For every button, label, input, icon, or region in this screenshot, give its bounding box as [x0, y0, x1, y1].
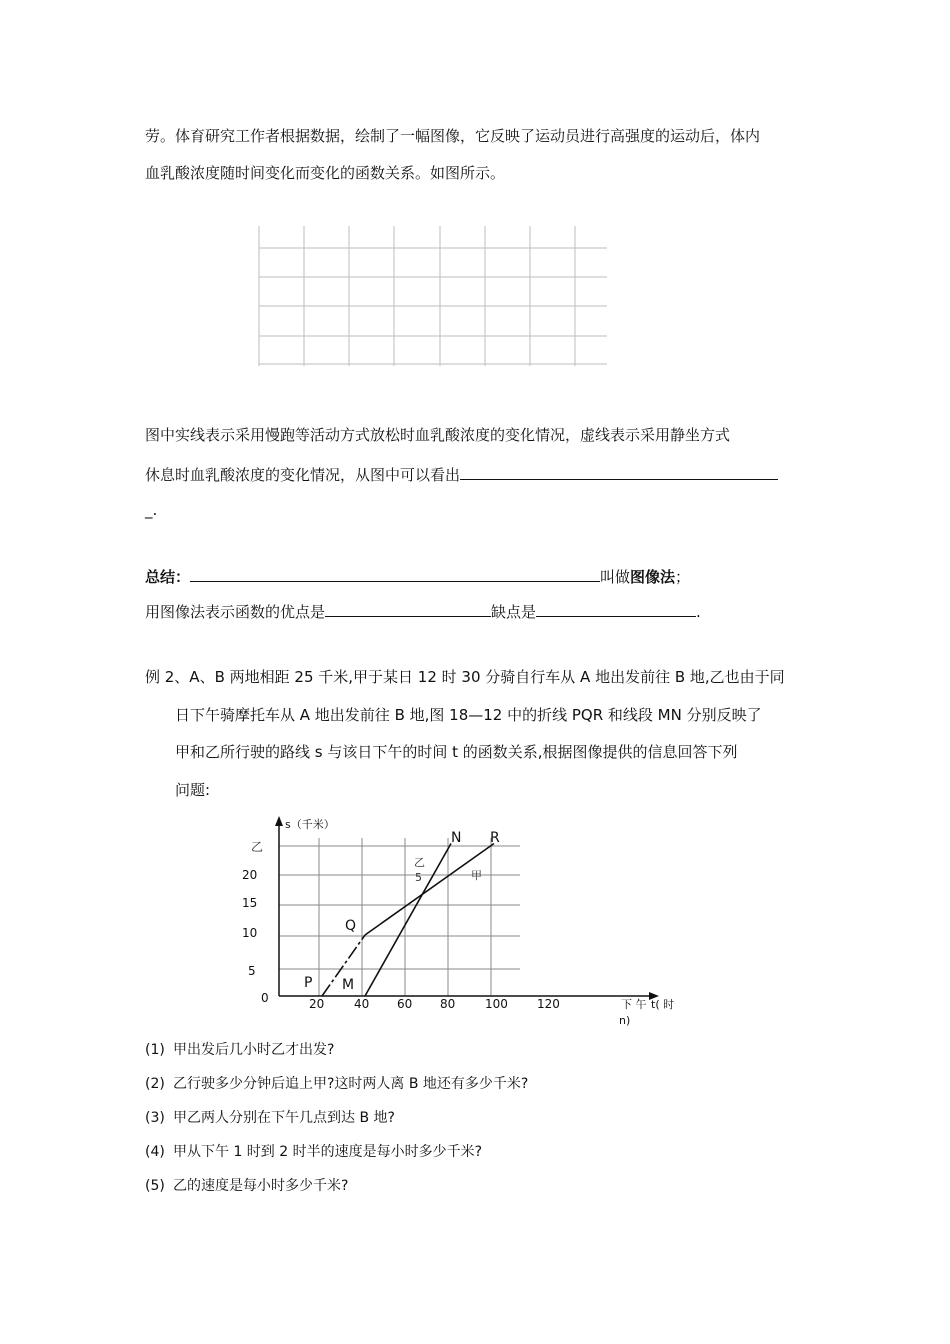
point-label-r: R — [490, 830, 500, 846]
question-number: (4) — [145, 1144, 165, 1160]
line-label-5: 5 — [415, 871, 422, 884]
desc-line-3: _. — [145, 501, 158, 519]
point-label-q: Q — [345, 918, 357, 934]
question-number: (3) — [145, 1110, 165, 1126]
question-number: (2) — [145, 1076, 165, 1092]
question-item — [145, 1176, 528, 1210]
y-axis-arrow — [275, 816, 283, 826]
intro-line-1: 劳。体育研究工作者根据数据，绘制了一幅图像，它反映了运动员进行高强度的运动后，体内 — [145, 127, 761, 145]
question-item — [145, 1040, 528, 1074]
question-text: 甲乙两人分别在下午几点到达 B 地? — [173, 1110, 395, 1126]
summary-line-1 — [145, 565, 690, 587]
point-label-n: N — [451, 830, 462, 846]
summary-blank-definition[interactable] — [190, 565, 600, 582]
desc-line-1: 图中实线表示采用慢跑等活动方式放松时血乳酸浓度的变化情况，虚线表示采用静坐方式 — [145, 426, 731, 444]
graph-grid — [279, 838, 520, 996]
x-tick-120: 120 — [537, 997, 560, 1011]
example-line-2: 日下午骑摩托车从 A 地出发前往 B 地,图 18—12 中的折线 PQR 和线段 MN 分别反映了 — [175, 706, 762, 724]
x-tick-60: 60 — [397, 997, 413, 1011]
question-text: 乙行驶多少分钟后追上甲?这时两人离 B 地还有多少千米? — [173, 1076, 529, 1092]
question-text: 甲出发后几小时乙才出发? — [173, 1042, 335, 1058]
summary-pros-label: 用图像法表示函数的优点是 — [145, 603, 326, 621]
summary-label: 总结： — [145, 568, 191, 586]
x-tick-80: 80 — [440, 997, 456, 1011]
question-list — [145, 1040, 528, 1210]
x-tick-100: 100 — [485, 997, 508, 1011]
x-axis-label-a: 下 午 — [621, 998, 647, 1011]
example-line-4: 问题: — [175, 781, 211, 799]
distance-time-graph — [235, 812, 695, 1042]
y-tick-0: 0 — [261, 991, 269, 1005]
desc-line-2 — [145, 463, 778, 485]
point-label-p: P — [304, 975, 313, 991]
summary-line-2 — [145, 600, 701, 622]
summary-mid-text: 叫做 — [600, 568, 631, 586]
y-axis-label: s（千米） — [285, 818, 335, 831]
question-item — [145, 1142, 528, 1176]
x-tick-20: 20 — [309, 997, 325, 1011]
question-item — [145, 1074, 528, 1108]
desc-line-2-text: 休息时血乳酸浓度的变化情况，从图中可以看出 — [145, 466, 461, 484]
intro-line-2: 血乳酸浓度随时间变化而变化的函数关系。如图所示。 — [145, 164, 506, 182]
summary-bold-term: 图像法 — [630, 568, 676, 586]
question-number: (1) — [145, 1042, 165, 1058]
y-side-char: 乙 — [251, 840, 264, 854]
series-yi-segment-mn — [365, 844, 451, 997]
line-label-yi: 乙 — [414, 856, 425, 869]
x-axis-label-c: n) — [619, 1014, 631, 1027]
question-item — [145, 1108, 528, 1142]
summary-blank-cons[interactable] — [536, 600, 696, 617]
y-tick-10: 10 — [242, 926, 258, 940]
summary-blank-pros[interactable] — [325, 600, 491, 617]
question-text: 乙的速度是每小时多少千米? — [173, 1178, 349, 1194]
answer-blank-observation[interactable] — [460, 463, 778, 480]
x-tick-40: 40 — [354, 997, 370, 1011]
question-text: 甲从下午 1 时到 2 时半的速度是每小时多少千米? — [173, 1144, 483, 1160]
point-label-m: M — [342, 977, 355, 993]
x-axis-label-b: t( 时 — [651, 998, 675, 1011]
summary-end-punct: ； — [675, 568, 691, 586]
y-tick-15: 15 — [242, 896, 258, 910]
example-line-3: 甲和乙所行驶的路线 s 与该日下午的时间 t 的函数关系,根据图像提供的信息回答下列 — [175, 743, 738, 761]
line-label-jia: 甲 — [471, 869, 482, 882]
summary-cons-label: 缺点是 — [491, 603, 537, 621]
question-number: (5) — [145, 1178, 165, 1194]
blank-grid-figure — [255, 226, 613, 368]
y-tick-5: 5 — [248, 964, 256, 978]
y-tick-20: 20 — [242, 868, 258, 882]
example-line-1: 例 2、A、B 两地相距 25 千米,甲于某日 12 时 30 分骑自行车从 A 地出发前往 B 地,乙也由于同 — [145, 668, 785, 686]
summary-line-2-end: . — [696, 603, 701, 621]
series-jia-segment-qr — [365, 844, 494, 936]
